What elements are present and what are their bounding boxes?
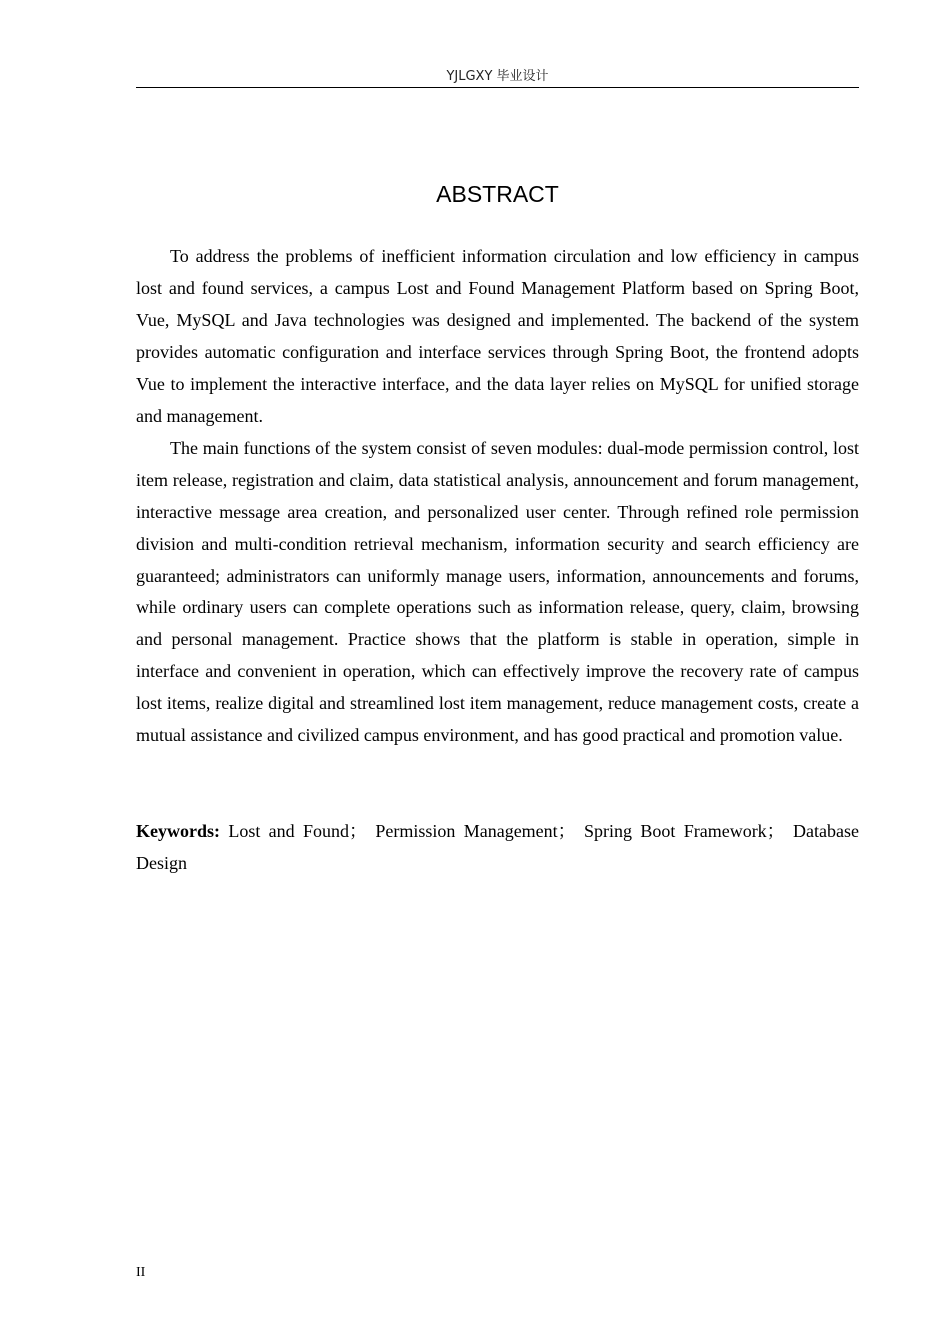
keywords-section: [136, 816, 859, 879]
abstract-paragraph-1: To address the problems of inefficient information circulation and low efficiency in campus lost and found services, a campus Lost and Found Management Platform based on Spring Boot, Vue, MySQL and Java technologies was designed and implemented. The backend of the system provides automatic configuration and interface services through Spring Boot, the frontend adopts Vue to implement the interactive interface, and the data layer relies on MySQL for unified storage and management.: [136, 246, 859, 426]
keywords-label: Keywords:: [136, 821, 220, 841]
page-header: [136, 68, 859, 88]
page-number: II: [136, 1265, 146, 1280]
abstract-body: [136, 241, 859, 752]
header-text: YJLGXY 毕业设计: [446, 69, 549, 84]
keywords-text: Lost and Found； Permission Management； Spring Boot Framework； Database Design: [136, 821, 859, 873]
abstract-title: ABSTRACT: [436, 181, 559, 207]
abstract-paragraph-2: The main functions of the system consist of seven modules: dual-mode permission control, lost item release, registration and claim, data statistical analysis, announcement and forum management, interactive message area creation, and personalized user center. Through refined role permission division and multi-condition retrieval mechanism, information security and search efficiency are guaranteed; administrators can uniformly manage users, information, announcements and forums, while ordinary users can complete operations such as information release, query, claim, browsing and personal management. Practice shows that the platform is stable in operation, simple in interface and convenient in operation, which can effectively improve the recovery rate of campus lost items, realize digital and streamlined lost item management, reduce management costs, create a mutual assistance and civilized campus environment, and has good practical and promotion value.: [136, 437, 859, 746]
